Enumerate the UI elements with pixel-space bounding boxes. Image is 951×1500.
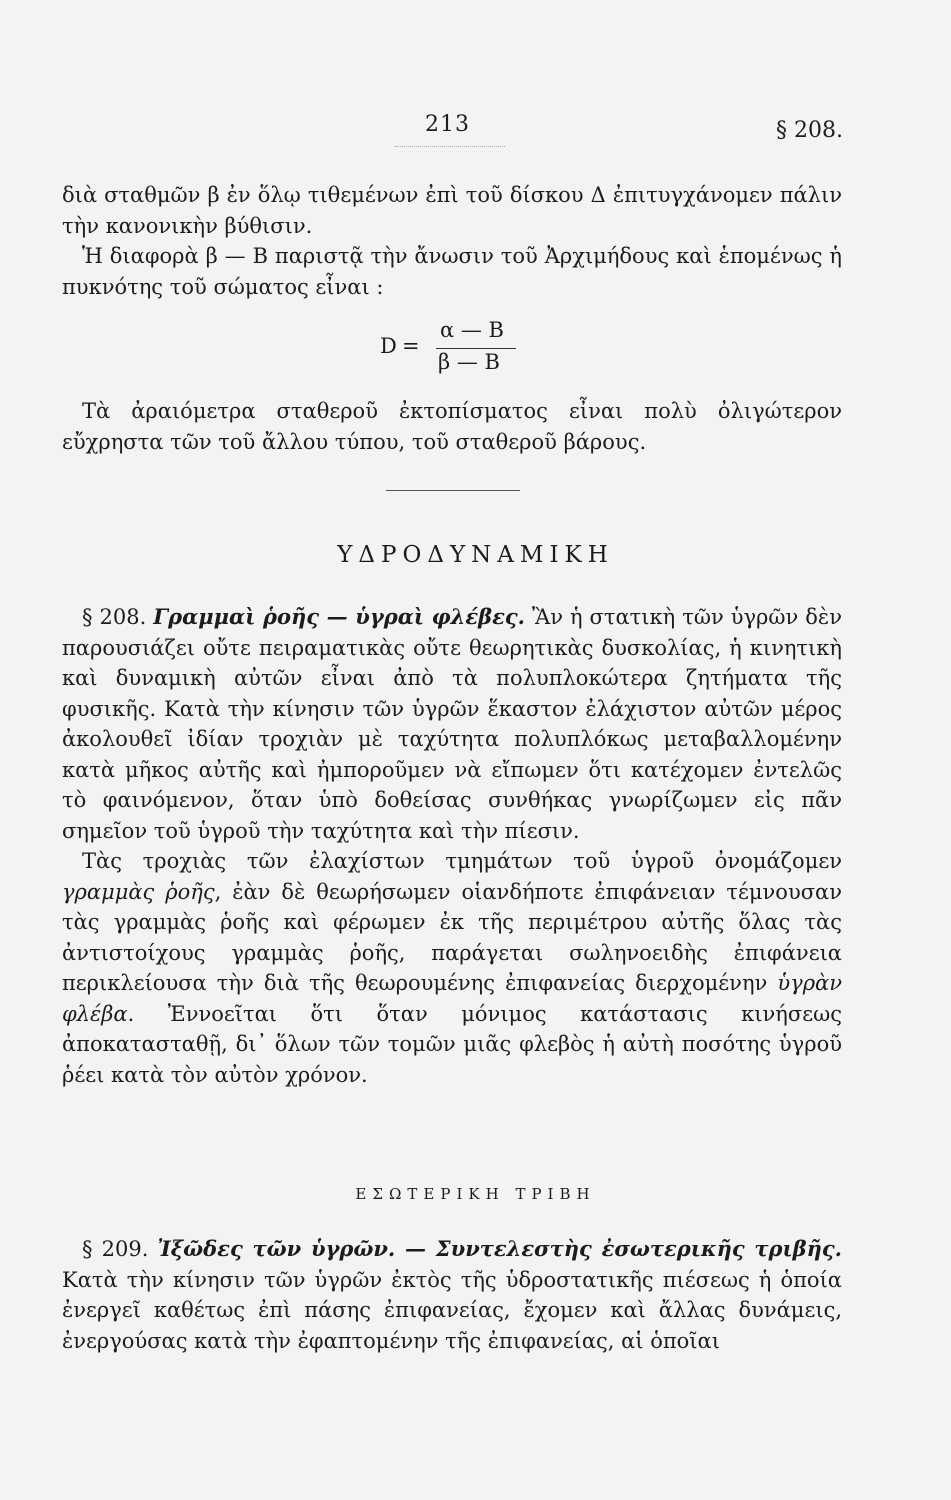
section-209-paragraph (62, 1234, 842, 1356)
running-section-ref: § 208. (776, 118, 843, 143)
paragraph-text: Ἡ διαφορὰ β — Β παριστᾷ τὴν ἄνωσιν τοῦ Ἀρχιμήδους καὶ ἑπομένως ἡ πυκνότης τοῦ σώματος εἶναι : (62, 244, 842, 299)
section-number: § 208. (82, 605, 147, 629)
section-209 (62, 1234, 842, 1356)
chapter-heading: ΥΔΡΟΔΥΝΑΜΙΚΗ (337, 542, 614, 568)
term-streamlines: γραμμὰς ῥοῆς (62, 879, 215, 904)
paragraph-text: Τὰ ἀραιόμετρα σταθεροῦ ἐκτοπίσματος εἶναι πολὺ ὀλιγώτερον εὔχρηστα τῶν τοῦ ἄλλου τύπου, τοῦ σταθεροῦ βάρους. (62, 399, 842, 454)
paragraph-text: διὰ σταθμῶν β ἐν ὅλῳ τιθεμένων ἐπὶ τοῦ δίσκου Δ ἐπιτυγχάνομεν πάλιν τὴν κανονικὴν βύθισιν. (62, 183, 842, 238)
section-number: § 209. (82, 1237, 149, 1261)
paragraph-text: Κατὰ τὴν κίνησιν τῶν ὑγρῶν ἐκτὸς τῆς ὑδροστατικῆς πιέσεως ἡ ὁποία ἐνεργεῖ καθέτως ἐπὶ πάσης ἐπιφανείας, ἔχομεν καὶ ἄλλας δυνάμεις, ἐνεργούσας κατὰ τὴν ἐφαπτομένην τῆς ἐπιφανείας, αἱ ὁποῖαι (62, 1267, 842, 1353)
page-header (0, 112, 951, 152)
paragraph-hydrometers (62, 396, 842, 457)
page-number-underline (395, 146, 505, 147)
section-208-paragraph-2 (62, 846, 842, 1090)
paragraph-text: Ἂν ἡ στατικὴ τῶν ὑγρῶν δὲν παρουσιάζει οὔτε πειραματικὰς οὔτε θεωρητικὰς δυσκολίας, ἡ κινητικὴ καὶ δυναμικὴ αὐτῶν εἶναι ἀπὸ τὰ πολυπλοκώτερα ζητήματα τῆς φυσικῆς. Κατὰ τὴν κίνησιν τῶν ὑγρῶν ἕκαστον ἐλάχιστον αὐτῶν μέρος ἀκολουθεῖ ἰδίαν τροχιὰν μὲ ταχύτητα πολυπλόκως μεταβαλλομένην κατὰ μῆκος αὐτῆς καὶ ἠμποροῦμεν νὰ εἴπωμεν ὅτι κατέχομεν ἐντελῶς τὸ φαινόμενον, ὅταν ὑπὸ δοθείσας συνθήκας γνωρίζωμεν εἰς πᾶν σημεῖον τοῦ ὑγροῦ τὴν ταχύτητα καὶ τὴν πίεσιν. (62, 605, 842, 843)
formula-lhs: D (380, 334, 397, 358)
section-title: Γραμμαὶ ῥοῆς — ὑγραὶ φλέβες. (153, 604, 525, 629)
page-number: 213 (425, 112, 470, 137)
paragraph-text: . Ἐννοεῖται ὅτι ὅταν μόνιμος κατάστασις κινήσεως ἀποκατασταθῇ, δι᾽ ὅλων τῶν τομῶν μιᾶς φλεβὸς ἡ αὐτὴ ποσότης ὑγροῦ ῥέει κατὰ τὸν αὐτὸν χρόνον. (62, 1001, 842, 1087)
section-208 (62, 602, 842, 1090)
paragraph-text: Τὰς τροχιὰς τῶν ἐλαχίστων τμημάτων τοῦ ὑγροῦ ὀνομάζομεν (82, 849, 842, 873)
section-title: Ἰξῶδες τῶν ὑγρῶν. — Συντελεστὴς ἐσωτερικῆς τριβῆς. (157, 1236, 842, 1261)
paragraph-text: , ἐὰν δὲ θεωρήσωμεν οἱανδήποτε ἐπιφάνειαν τέμνουσαν τὰς γραμμὰς ῥοῆς καὶ φέρωμεν ἐκ τῆς περιμέτρου αὐτῆς ὅλας τὰς ἀντιστοίχους γραμμὰς ῥοῆς, παράγεται σωληνοειδὴς ἐπιφάνεια περικλείουσα τὴν διὰ τῆς θεωρουμένης ἐπιφανείας διερχομένην (62, 879, 842, 995)
section-divider (386, 490, 520, 491)
section-208-paragraph-1 (62, 602, 842, 846)
density-formula (380, 318, 540, 378)
paragraph-continuation (62, 180, 842, 302)
formula-denominator: β — B (438, 350, 500, 374)
term-fluid-vein: ὑγρὰν φλέβα (62, 971, 842, 1026)
formula-equals: = (402, 334, 420, 358)
subsection-heading: ΕΣΩΤΕΡΙΚΗ ΤΡΙΒΗ (355, 1185, 596, 1203)
fraction-bar (436, 348, 516, 349)
formula-numerator: α — B (440, 318, 504, 342)
